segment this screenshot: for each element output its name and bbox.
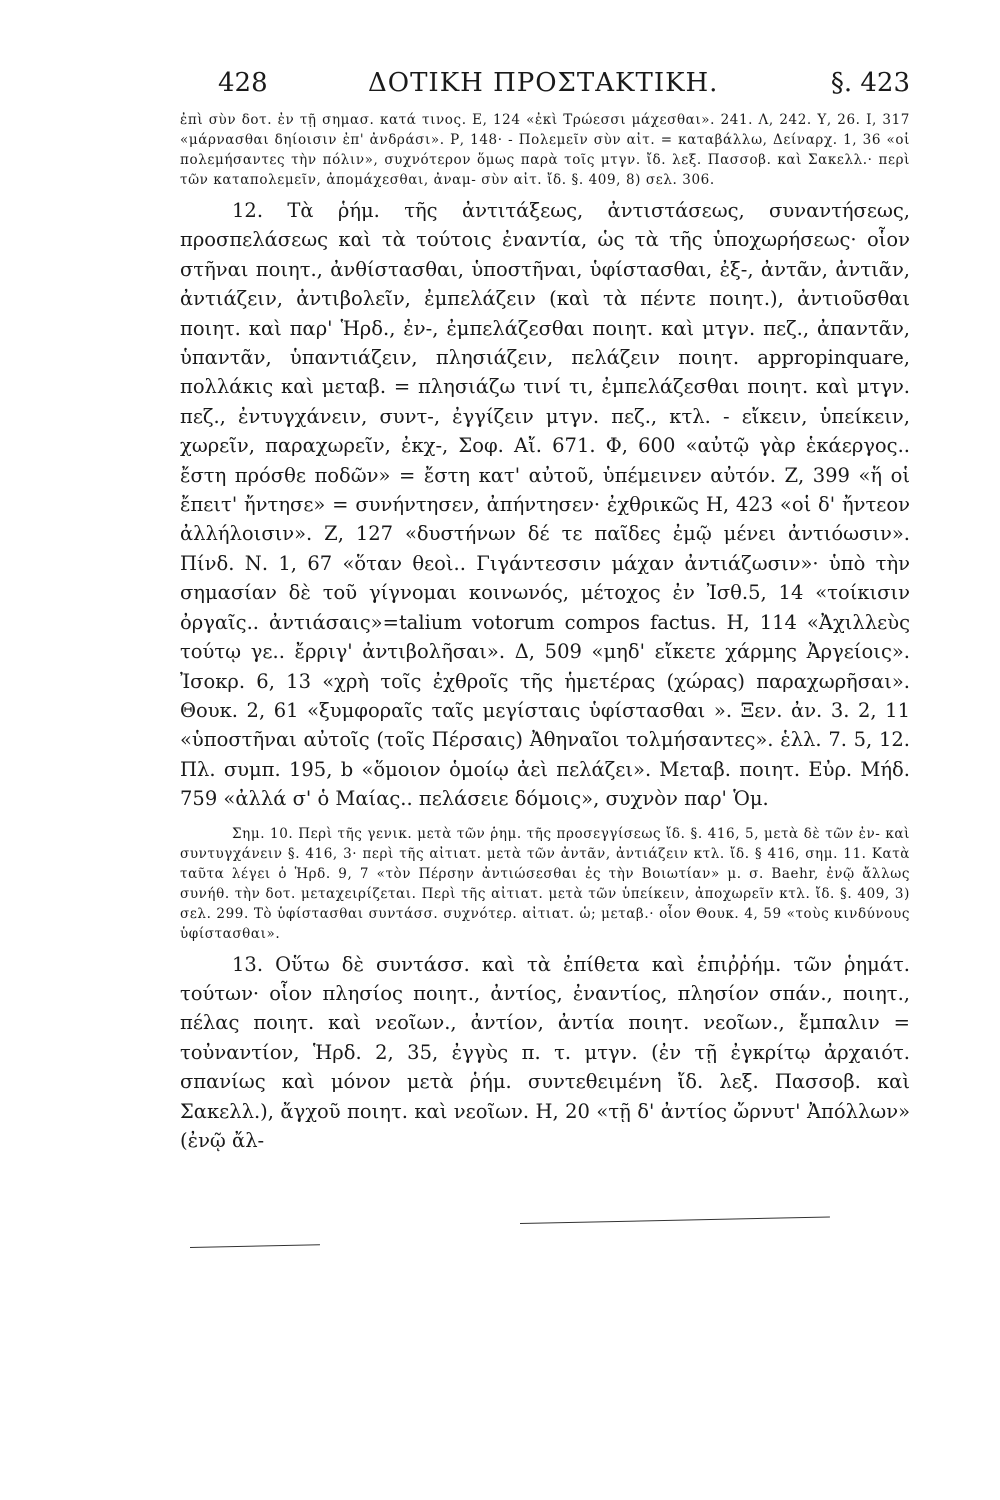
running-head: [180, 60, 910, 106]
paragraph-12: 12. Τὰ ῥήμ. τῆς ἀντιτάξεως, ἀντιστάσεως, συναντήσεως, προσπελάσεως καὶ τὰ τούτοις ἐναντία, ὡς τὰ τῆς ὑποχωρήσεως· οἷον στῆναι ποιητ., ἀνθίστασθαι, ὑποστῆναι, ὑφίστασθαι, ἐξ-, ἀντᾶν, ἀντιᾶν, ἀντιάζειν, ἀντιβολεῖν, ἐμπελάζειν (καὶ τὰ πέντε ποιητ.), ἀντιοῦσθαι ποιητ. καὶ παρ' Ἡρδ., ἐν-, ἐμπελάζεσθαι ποιητ. καὶ μτγν. πεζ., ἀπαντᾶν, ὑπαντᾶν, ὑπαντιάζειν, πλησιάζειν, πελάζειν ποιητ. appropinquare, πολλάκις καὶ μεταβ. = πλησιάζω τινί τι, ἐμπελάζεσθαι ποιητ. καὶ μτγν. πεζ., ἐντυγχάνειν, συντ-, ἐγγίζειν μτγν. πεζ., κτλ. - εἴκειν, ὑπείκειν, χωρεῖν, παραχωρεῖν, ἐκχ-, Σοφ. Αἴ. 671. Φ, 600 «αὐτῷ γὰρ ἑκάεργος.. ἔστη πρόσθε ποδῶν» = ἔστη κατ' αὐτοῦ, ὑπέμεινεν αὐτόν. Ζ, 399 «ἥ οἱ ἔπειτ' ἤντησε» = συνήντησεν, ἀπήντησεν· ἐχθρικῶς Η, 423 «οἱ δ' ἤντεον ἀλλήλοισιν». Ζ, 127 «δυστήνων δέ τε παῖδες ἐμῷ μένει ἀντιόωσιν». Πίνδ. Ν. 1, 67 «ὅταν θεοὶ.. Γιγάντεσσιν μάχαν ἀντιάζωσιν»· ὑπὸ τὴν σημασίαν δὲ τοῦ γίγνομαι κοινωνός, μέτοχος ἐν Ἰσθ.5, 14 «τοίκισιν ὀργαῖς.. ἀντιάσαις»=talium votorum compos factus. Η, 114 «Ἀχιλλεὺς τούτῳ γε.. ἔρριγ' ἀντιβολῆσαι». Δ, 509 «μηδ' εἴκετε χάρμης Ἀργείοις». Ἰσοκρ. 6, 13 «χρὴ τοῖς ἐχθροῖς τῆς ἡμετέρας (χώρας) παραχωρῆσαι». Θουκ. 2, 61 «ξυμφοραῖς ταῖς μεγίσταις ὑφίστασθαι ». Ξεν. ἀν. 3. 2, 11 «ὑποστῆναι αὐτοῖς (τοῖς Πέρσαις) Ἀθηναῖοι τολμήσαντες». ἑλλ. 7. 5, 12. Πλ. συμπ. 195, b «ὅμοιον ὁμοίῳ ἀεὶ πελάζει». Μεταβ. ποιητ. Εὐρ. Μήδ. 759 «ἀλλά σ' ὁ Μαίας.. πελάσειε δόμοις», συχνὸν παρ' Ὁμ.: [180, 199, 910, 811]
intro-continuation: ἐπὶ σὺν δοτ. ἐν τῇ σημασ. κατά τινος. Ε, 124 «ἐκὶ Τρώεσσι μάχεσθαι». 241. Λ, 242. Υ, 26. Ι, 317 «μάρνασθαι δηίοισιν ἐπ' ἀνδράσι». Ρ, 148· - Πολεμεῖν σὺν αἰτ. = καταβάλλω, Δείναρχ. 1, 36 «οἱ πολεμήσαντες τὴν πόλιν», συχνότερον ὅμως παρὰ τοῖς μτγν. ἴδ. λεξ. Πασσοβ. καὶ Σακελλ.· περὶ τῶν καταπολεμεῖν, ἀπομάχεσθαι, ἀναμ- σὺν αἰτ. ἴδ. §. 409, 8) σελ. 306.: [180, 112, 910, 188]
page-title: ΔΟΤΙΚΗ ΠΡΟΣΤΑΚΤΙΚΗ.: [368, 68, 719, 98]
handwritten-underline: [520, 1217, 830, 1224]
handwritten-underline-2: [190, 1244, 320, 1248]
note-10: Σημ. 10. Περὶ τῆς γενικ. μετὰ τῶν ῥημ. τῆς προσεγγίσεως ἴδ. §. 416, 5, μετὰ δὲ τῶν ἐν- καὶ συντυγχάνειν §. 416, 3· περὶ τῆς αἰτιατ. μετὰ τῶν ἀντᾶν, ἀντιάζειν κτλ. ἴδ. § 416, σημ. 11. Κατὰ ταῦτα λέγει ὁ Ἡρδ. 9, 7 «τὸν Πέρσην ἀντιώσεσθαι ἐς τὴν Βοιωτίαν» μ. σ. Baehr, ἐνῷ ἄλλως συνήθ. τὴν δοτ. μεταχειρίζεται. Περὶ τῆς αἰτιατ. μετὰ τῶν ὑπείκειν, ἀποχωρεῖν κτλ. ἴδ. §. 409, 3) σελ. 299. Τὸ ὑφίστασθαι συντάσσ. συχνότερ. αἰτιατ. ὡ; μεταβ.· οἷον Θουκ. 4, 59 «τοὺς κινδύνους ὑφίστασθαι».: [180, 825, 910, 942]
paragraph-13: 13. Οὕτω δὲ συντάσσ. καὶ τὰ ἐπίθετα καὶ ἐπιῤῥήμ. τῶν ῥημάτ. τούτων· οἷον πλησίος ποιητ., ἀντίος, ἐναντίος, πλησίον σπάν., ποιητ., πέλας ποιητ. καὶ νεοῖων., ἀντίον, ἀντία ποιητ. νεοῖων., ἔμπαλιν = τοὐναντίον, Ἡρδ. 2, 35, ἐγγὺς π. τ. μτγν. (ἐν τῇ ἐγκρίτῳ ἀρχαιότ. σπανίως καὶ μόνον μετὰ ῥήμ. συντεθειμένη ἴδ. λεξ. Πασσοβ. καὶ Σακελλ.), ἄγχοῦ ποιητ. καὶ νεοῖων. Η, 20 «τῇ δ' ἀντίος ὤρνυτ' Ἀπόλλων» (ἐνῷ ἄλ-: [180, 952, 910, 1152]
section-number: §. 423: [830, 68, 910, 98]
book-page: [180, 60, 910, 1155]
page-number: 428: [218, 68, 268, 98]
